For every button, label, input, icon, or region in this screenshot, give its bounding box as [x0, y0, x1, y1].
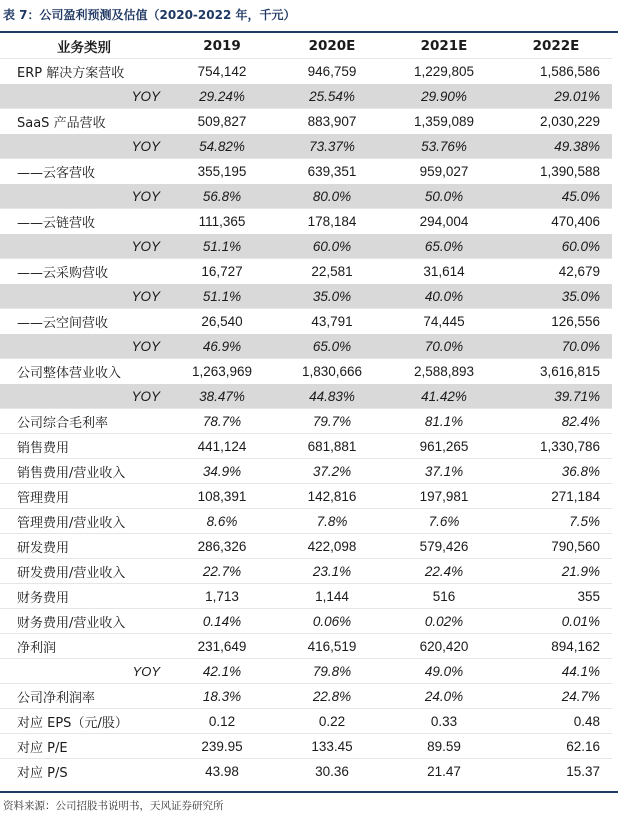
row-value: 108,391 — [168, 484, 276, 509]
row-value: 21.47 — [388, 759, 500, 784]
row-value: 53.76% — [388, 134, 500, 159]
row-label: ——云空间营收 — [0, 309, 168, 334]
row-value: 42,679 — [500, 259, 612, 284]
row-value: 0.22 — [276, 709, 388, 734]
row-value: 40.0% — [388, 284, 500, 309]
table-row — [0, 709, 612, 734]
row-label: ——云链营收 — [0, 209, 168, 234]
row-value: 133.45 — [276, 734, 388, 759]
row-value: 1,713 — [168, 584, 276, 609]
bottom-rule — [0, 791, 618, 793]
row-value: 39.71% — [500, 384, 612, 409]
forecast-table — [0, 34, 612, 783]
row-label: 财务费用/营业收入 — [0, 609, 168, 634]
row-label: 研发费用/营业收入 — [0, 559, 168, 584]
row-value: 35.0% — [500, 284, 612, 309]
row-label: YOY — [0, 84, 168, 109]
table-row — [0, 759, 612, 784]
table-row — [0, 334, 612, 359]
row-value: 1,330,786 — [500, 434, 612, 459]
row-value: 35.0% — [276, 284, 388, 309]
row-value: 681,881 — [276, 434, 388, 459]
row-value: 294,004 — [388, 209, 500, 234]
row-value: 43,791 — [276, 309, 388, 334]
row-value: 126,556 — [500, 309, 612, 334]
row-value: 51.1% — [168, 284, 276, 309]
row-label: 净利润 — [0, 634, 168, 659]
row-value: 3,616,815 — [500, 359, 612, 384]
row-value: 22.8% — [276, 684, 388, 709]
row-value: 7.6% — [388, 509, 500, 534]
table-row — [0, 184, 612, 209]
row-value: 34.9% — [168, 459, 276, 484]
row-value: 24.0% — [388, 684, 500, 709]
row-value: 2,588,893 — [388, 359, 500, 384]
row-value: 239.95 — [168, 734, 276, 759]
row-value: 50.0% — [388, 184, 500, 209]
row-value: 1,229,805 — [388, 59, 500, 84]
row-label: YOY — [0, 134, 168, 159]
row-value: 18.3% — [168, 684, 276, 709]
row-value: 416,519 — [276, 634, 388, 659]
row-value: 1,144 — [276, 584, 388, 609]
table-row — [0, 559, 612, 584]
row-value: 620,420 — [388, 634, 500, 659]
row-value: 51.1% — [168, 234, 276, 259]
row-value: 1,830,666 — [276, 359, 388, 384]
table-row — [0, 109, 612, 134]
row-value: 81.1% — [388, 409, 500, 434]
row-value: 25.54% — [276, 84, 388, 109]
row-label: YOY — [0, 384, 168, 409]
header-2021e: 2021E — [388, 34, 500, 59]
row-value: 516 — [388, 584, 500, 609]
row-value: 36.8% — [500, 459, 612, 484]
row-value: 1,586,586 — [500, 59, 612, 84]
table-row — [0, 134, 612, 159]
row-value: 79.7% — [276, 409, 388, 434]
row-value: 946,759 — [276, 59, 388, 84]
row-label: ——云客营收 — [0, 159, 168, 184]
row-label: YOY — [0, 334, 168, 359]
table-row — [0, 509, 612, 534]
table-row — [0, 409, 612, 434]
row-value: 44.1% — [500, 659, 612, 684]
table-row — [0, 534, 612, 559]
row-value: 79.8% — [276, 659, 388, 684]
table-row — [0, 459, 612, 484]
row-value: 355,195 — [168, 159, 276, 184]
row-label: ——云采购营收 — [0, 259, 168, 284]
row-label: YOY — [0, 284, 168, 309]
table-body — [0, 59, 612, 784]
row-value: 46.9% — [168, 334, 276, 359]
row-value: 509,827 — [168, 109, 276, 134]
row-value: 24.7% — [500, 684, 612, 709]
row-label: 公司整体营业收入 — [0, 359, 168, 384]
row-value: 111,365 — [168, 209, 276, 234]
row-value: 74,445 — [388, 309, 500, 334]
row-value: 65.0% — [388, 234, 500, 259]
row-value: 0.06% — [276, 609, 388, 634]
header-row — [0, 34, 612, 59]
row-value: 579,426 — [388, 534, 500, 559]
table-row — [0, 209, 612, 234]
row-value: 62.16 — [500, 734, 612, 759]
row-value: 60.0% — [500, 234, 612, 259]
row-value: 45.0% — [500, 184, 612, 209]
row-value: 15.37 — [500, 759, 612, 784]
row-value: 37.1% — [388, 459, 500, 484]
row-value: 894,162 — [500, 634, 612, 659]
row-value: 30.36 — [276, 759, 388, 784]
row-label: YOY — [0, 184, 168, 209]
row-value: 38.47% — [168, 384, 276, 409]
row-value: 178,184 — [276, 209, 388, 234]
row-value: 73.37% — [276, 134, 388, 159]
header-2022e: 2022E — [500, 34, 612, 59]
row-value: 0.48 — [500, 709, 612, 734]
row-value: 2,030,229 — [500, 109, 612, 134]
row-value: 60.0% — [276, 234, 388, 259]
row-value: 22.4% — [388, 559, 500, 584]
row-label: 销售费用/营业收入 — [0, 459, 168, 484]
row-value: 49.0% — [388, 659, 500, 684]
row-value: 142,816 — [276, 484, 388, 509]
row-value: 26,540 — [168, 309, 276, 334]
row-value: 65.0% — [276, 334, 388, 359]
row-value: 29.90% — [388, 84, 500, 109]
table-row — [0, 284, 612, 309]
row-value: 961,265 — [388, 434, 500, 459]
row-value: 0.12 — [168, 709, 276, 734]
table-row — [0, 84, 612, 109]
row-label: 管理费用/营业收入 — [0, 509, 168, 534]
table-row — [0, 234, 612, 259]
row-label: 对应 EPS（元/股） — [0, 709, 168, 734]
row-value: 37.2% — [276, 459, 388, 484]
row-value: 31,614 — [388, 259, 500, 284]
table-row — [0, 659, 612, 684]
row-value: 80.0% — [276, 184, 388, 209]
table-row — [0, 59, 612, 84]
row-value: 82.4% — [500, 409, 612, 434]
row-value: 70.0% — [388, 334, 500, 359]
table-row — [0, 609, 612, 634]
table-row — [0, 384, 612, 409]
source-note: 资料来源：公司招股书说明书，天风证券研究所 — [3, 800, 224, 812]
row-label: 公司综合毛利率 — [0, 409, 168, 434]
table-row — [0, 634, 612, 659]
table-title: 表 7：公司盈利预测及估值（2020-2022 年，千元） — [3, 8, 296, 22]
row-value: 29.24% — [168, 84, 276, 109]
table-row — [0, 159, 612, 184]
header-category: 业务类别 — [0, 34, 168, 59]
row-value: 441,124 — [168, 434, 276, 459]
table-row — [0, 584, 612, 609]
row-label: 财务费用 — [0, 584, 168, 609]
row-value: 7.5% — [500, 509, 612, 534]
row-value: 271,184 — [500, 484, 612, 509]
row-value: 1,390,588 — [500, 159, 612, 184]
row-value: 43.98 — [168, 759, 276, 784]
row-label: 公司净利润率 — [0, 684, 168, 709]
row-value: 1,263,969 — [168, 359, 276, 384]
row-label: ERP 解决方案营收 — [0, 59, 168, 84]
table-row — [0, 684, 612, 709]
row-value: 44.83% — [276, 384, 388, 409]
row-value: 639,351 — [276, 159, 388, 184]
table-row — [0, 434, 612, 459]
row-value: 56.8% — [168, 184, 276, 209]
row-value: 883,907 — [276, 109, 388, 134]
row-label: SaaS 产品营收 — [0, 109, 168, 134]
row-label: 研发费用 — [0, 534, 168, 559]
row-label: YOY — [0, 234, 168, 259]
top-rule — [0, 31, 618, 33]
row-value: 8.6% — [168, 509, 276, 534]
row-value: 959,027 — [388, 159, 500, 184]
row-value: 42.1% — [168, 659, 276, 684]
row-label: YOY — [0, 659, 168, 684]
row-value: 0.02% — [388, 609, 500, 634]
row-label: 对应 P/S — [0, 759, 168, 784]
row-value: 7.8% — [276, 509, 388, 534]
row-value: 16,727 — [168, 259, 276, 284]
row-value: 197,981 — [388, 484, 500, 509]
row-value: 754,142 — [168, 59, 276, 84]
table-row — [0, 484, 612, 509]
row-value: 231,649 — [168, 634, 276, 659]
row-value: 70.0% — [500, 334, 612, 359]
row-value: 54.82% — [168, 134, 276, 159]
row-value: 23.1% — [276, 559, 388, 584]
row-value: 89.59 — [388, 734, 500, 759]
row-value: 0.33 — [388, 709, 500, 734]
header-2019: 2019 — [168, 34, 276, 59]
row-value: 422,098 — [276, 534, 388, 559]
table-row — [0, 359, 612, 384]
table-row — [0, 734, 612, 759]
row-label: 管理费用 — [0, 484, 168, 509]
row-value: 470,406 — [500, 209, 612, 234]
header-2020e: 2020E — [276, 34, 388, 59]
row-value: 0.01% — [500, 609, 612, 634]
table-row — [0, 259, 612, 284]
row-label: 销售费用 — [0, 434, 168, 459]
row-value: 355 — [500, 584, 612, 609]
row-value: 78.7% — [168, 409, 276, 434]
row-value: 49.38% — [500, 134, 612, 159]
row-value: 1,359,089 — [388, 109, 500, 134]
row-value: 790,560 — [500, 534, 612, 559]
row-value: 0.14% — [168, 609, 276, 634]
row-value: 286,326 — [168, 534, 276, 559]
row-value: 41.42% — [388, 384, 500, 409]
row-value: 22,581 — [276, 259, 388, 284]
row-value: 29.01% — [500, 84, 612, 109]
row-value: 21.9% — [500, 559, 612, 584]
row-value: 22.7% — [168, 559, 276, 584]
table-row — [0, 309, 612, 334]
row-label: 对应 P/E — [0, 734, 168, 759]
